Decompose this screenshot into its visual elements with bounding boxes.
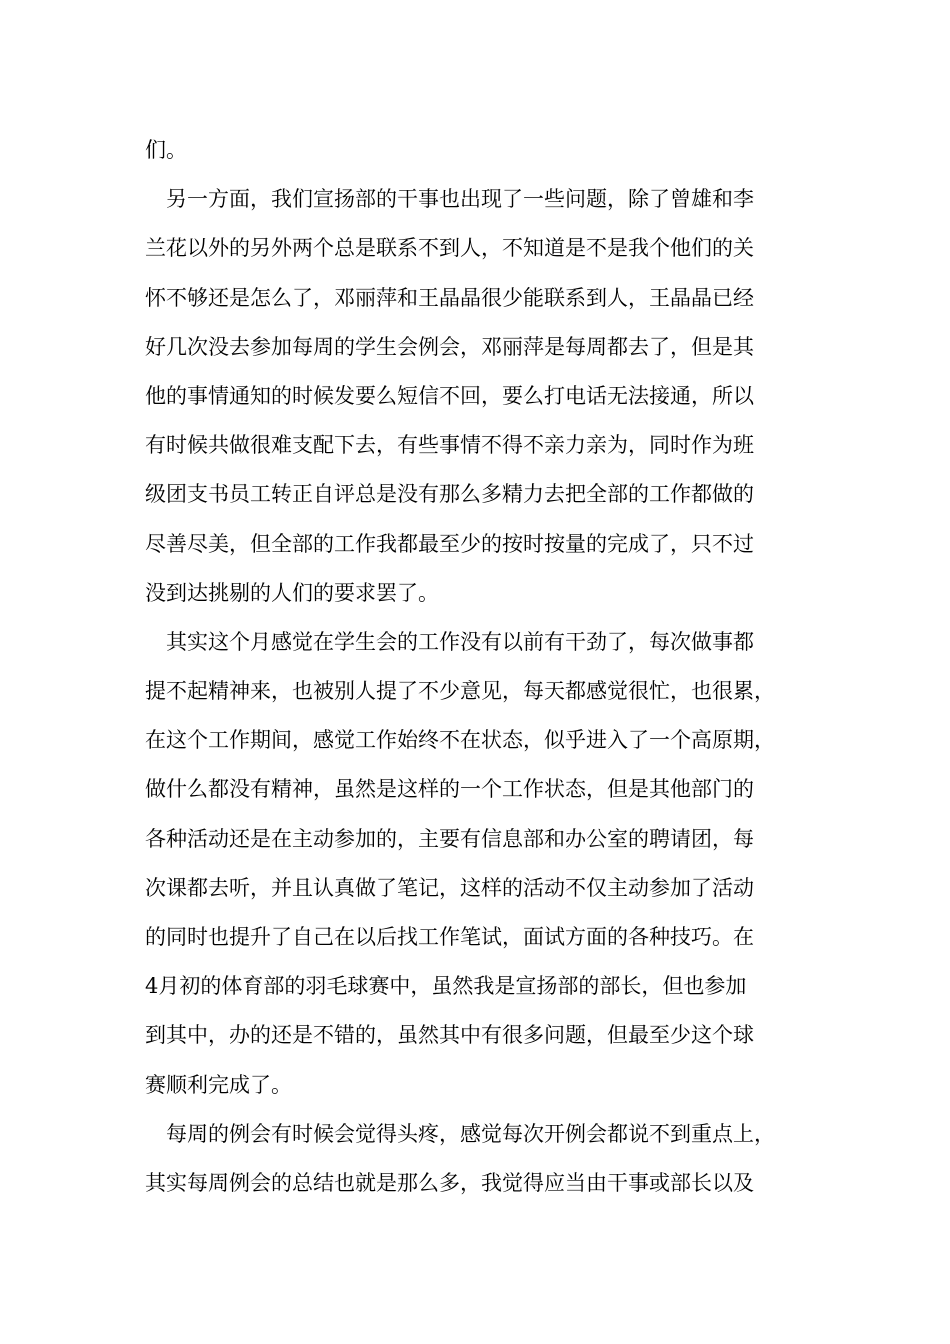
paragraph-first-line: 每周的例会有时候会觉得头疼，感觉每次开例会都说不到重点上， — [166, 1121, 775, 1146]
text-line: 尽善尽美，但全部的工作我都最至少的按时按量的完成了，只不过 — [145, 531, 754, 556]
text-line: 到其中，办的还是不错的，虽然其中有很多问题，但最至少这个球 — [145, 1023, 754, 1048]
text-line: 怀不够还是怎么了，邓丽萍和王晶晶很少能联系到人，王晶晶已经 — [145, 285, 754, 310]
text-line: 的同时也提升了自己在以后找工作笔试，面试方面的各种技巧。在 — [145, 925, 754, 949]
text-line: 4月初的体育部的羽毛球赛中，虽然我是宣扬部的部长，但也参加 — [145, 974, 747, 999]
text-line: 他的事情通知的时候发要么短信不回，要么打电话无法接通，所以 — [145, 383, 754, 408]
paragraph-first-line: 另一方面，我们宣扬部的干事也出现了一些问题，除了曾雄和李 — [166, 187, 754, 212]
document-body — [145, 126, 835, 1208]
text-line: 级团支书员工转正自评总是没有那么多精力去把全部的工作都做的 — [145, 482, 754, 507]
text-line: 提不起精神来，也被别人提了不少意见，每天都感觉很忙，也很累， — [145, 679, 775, 704]
text-line: 赛顺利完成了。 — [145, 1072, 292, 1097]
text-line: 好几次没去参加每周的学生会例会，邓丽萍是每周都去了，但是其 — [145, 334, 754, 359]
text-line: 在这个工作期间，感觉工作始终不在状态，似乎进入了一个高原期， — [145, 728, 775, 753]
text-line: 各种活动还是在主动参加的，主要有信息部和办公室的聘请团，每 — [145, 826, 754, 851]
text-line: 没到达挑剔的人们的要求罢了。 — [145, 580, 439, 605]
text-line: 次课都去听，并且认真做了笔记，这样的活动不仅主动参加了活动 — [145, 875, 754, 900]
text-line: 其实每周例会的总结也就是那么多，我觉得应当由干事或部长以及 — [145, 1170, 754, 1195]
paragraph-first-line: 其实这个月感觉在学生会的工作没有以前有干劲了，每次做事都 — [166, 629, 754, 654]
text-line: 兰花以外的另外两个总是联系不到人，不知道是不是我个他们的关 — [145, 236, 754, 261]
text-line: 们。 — [145, 138, 187, 162]
text-line: 有时候共做很难支配下去，有些事情不得不亲力亲为，同时作为班 — [145, 433, 754, 458]
text-line: 做什么都没有精神，虽然是这样的一个工作状态，但是其他部门的 — [145, 777, 754, 802]
